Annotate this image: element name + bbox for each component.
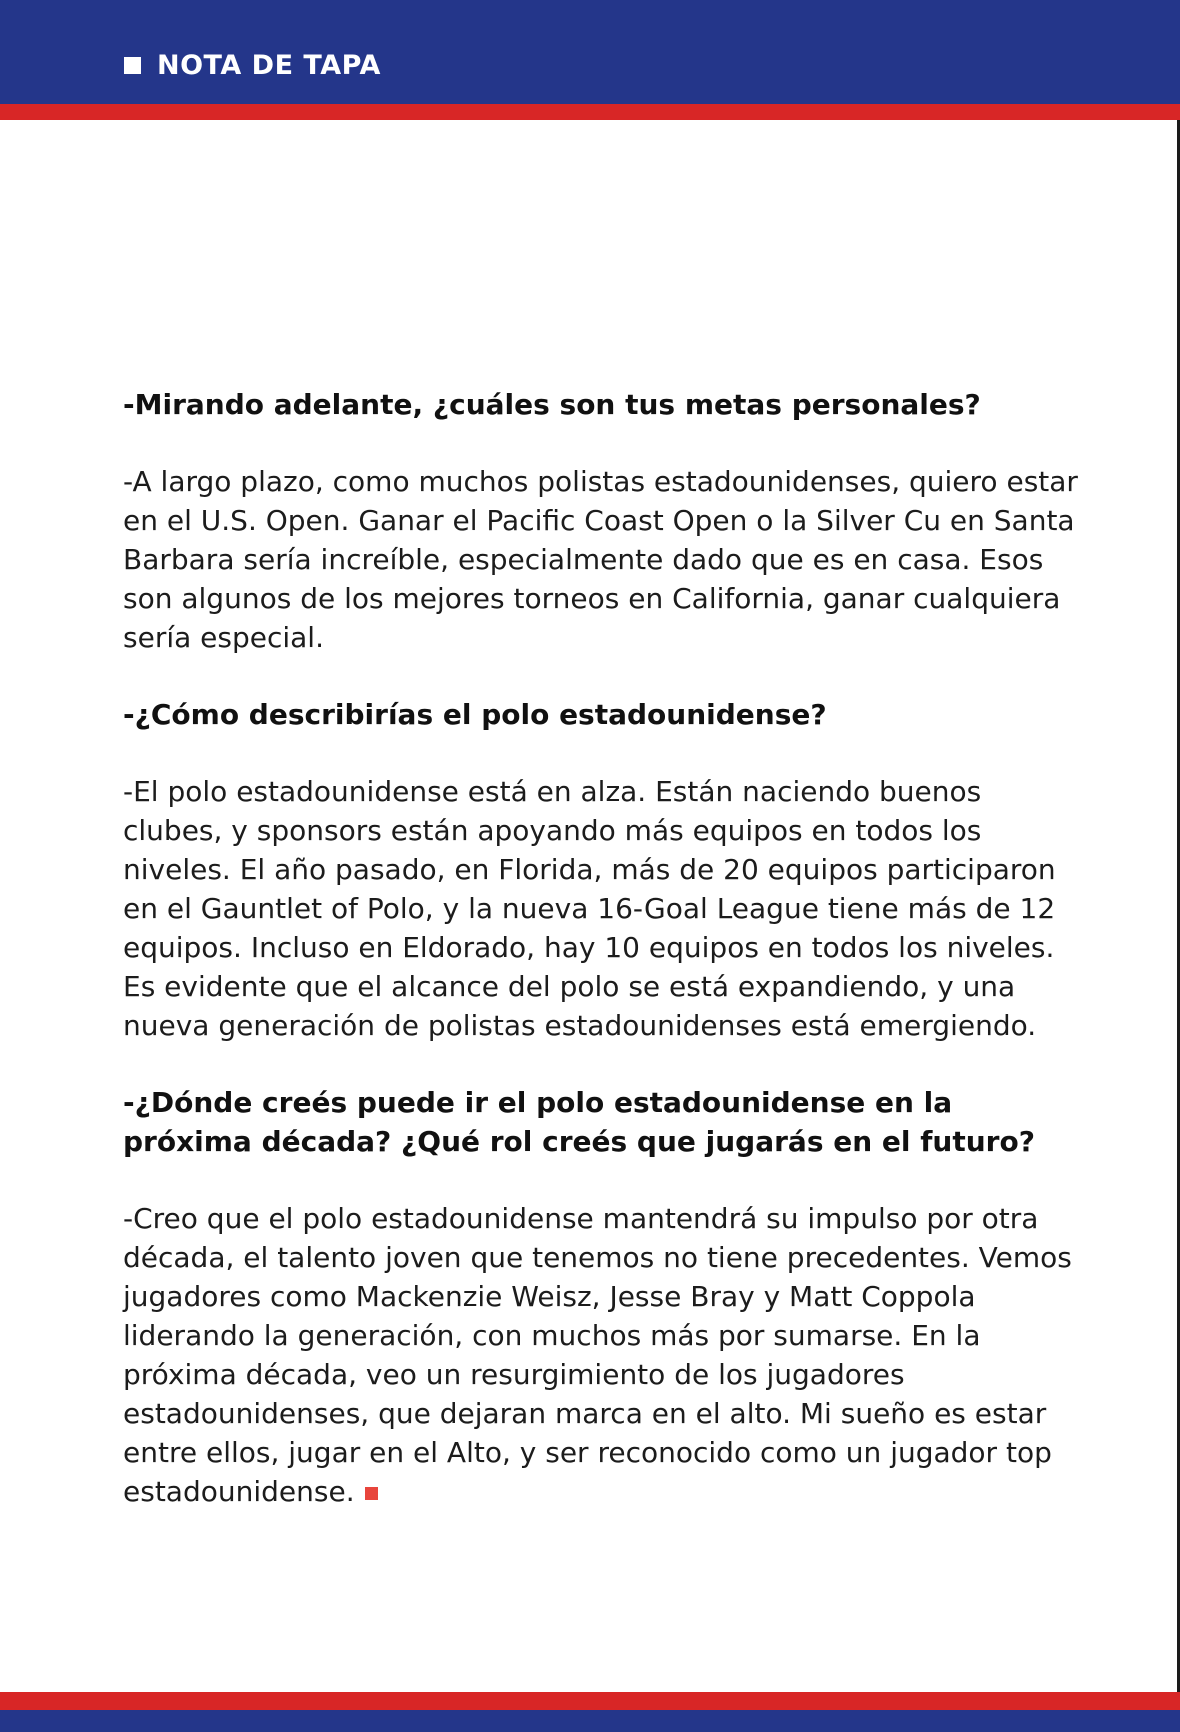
answer-3: -Creo que el polo estadounidense mantendrá su impulso por otra década, el talento joven que tenemos no tiene precedentes. Vemos jugadores como Mackenzie Weisz, Jesse Bray y Matt Coppola liderando la generación, con muchos más por sumarse. En la próxima década, veo un resurgimiento de los jugadores estadounidenses, que dejaran marca en el alto. Mi sueño es estar entre ellos, jugar en el Alto, y ser reconocido como un jugador top estadounidense. [123, 1202, 1072, 1508]
section-label-text: NOTA DE TAPA [157, 50, 381, 81]
footer-red-stripe [0, 1692, 1180, 1710]
end-square-icon [365, 1487, 378, 1500]
answer-1: -A largo plazo, como muchos polistas estadounidenses, quiero estar en el U.S. Open. Ganar el Pacific Coast Open o la Silver Cu en Santa Barbara sería increíble, especialmente dado que es en casa. Esos son algunos de los mejores torneos en California, ganar cualquiera sería especial. [123, 465, 1078, 654]
question-3: -¿Dónde creés puede ir el polo estadounidense en la próxima década? ¿Qué rol creés que jugarás en el futuro? [123, 1086, 1035, 1158]
footer-bar [0, 1710, 1180, 1732]
section-label [124, 50, 381, 81]
question-1: -Mirando adelante, ¿cuáles son tus metas personales? [123, 388, 981, 421]
header-red-stripe [0, 104, 1180, 120]
question-2: -¿Cómo describirías el polo estadounidense? [123, 698, 827, 731]
answer-3-paragraph [123, 1199, 1083, 1511]
article-body [123, 385, 1083, 1549]
square-icon [124, 57, 141, 74]
answer-2: -El polo estadounidense está en alza. Están naciendo buenos clubes, y sponsors están apoyando más equipos en todos los niveles. El año pasado, en Florida, más de 20 equipos participaron en el Gauntlet of Polo, y la nueva 16-Goal League tiene más de 12 equipos. Incluso en Eldorado, hay 10 equipos en todos los niveles. Es evidente que el alcance del polo se está expandiendo, y una nueva generación de polistas estadounidenses está emergiendo. [123, 775, 1056, 1042]
